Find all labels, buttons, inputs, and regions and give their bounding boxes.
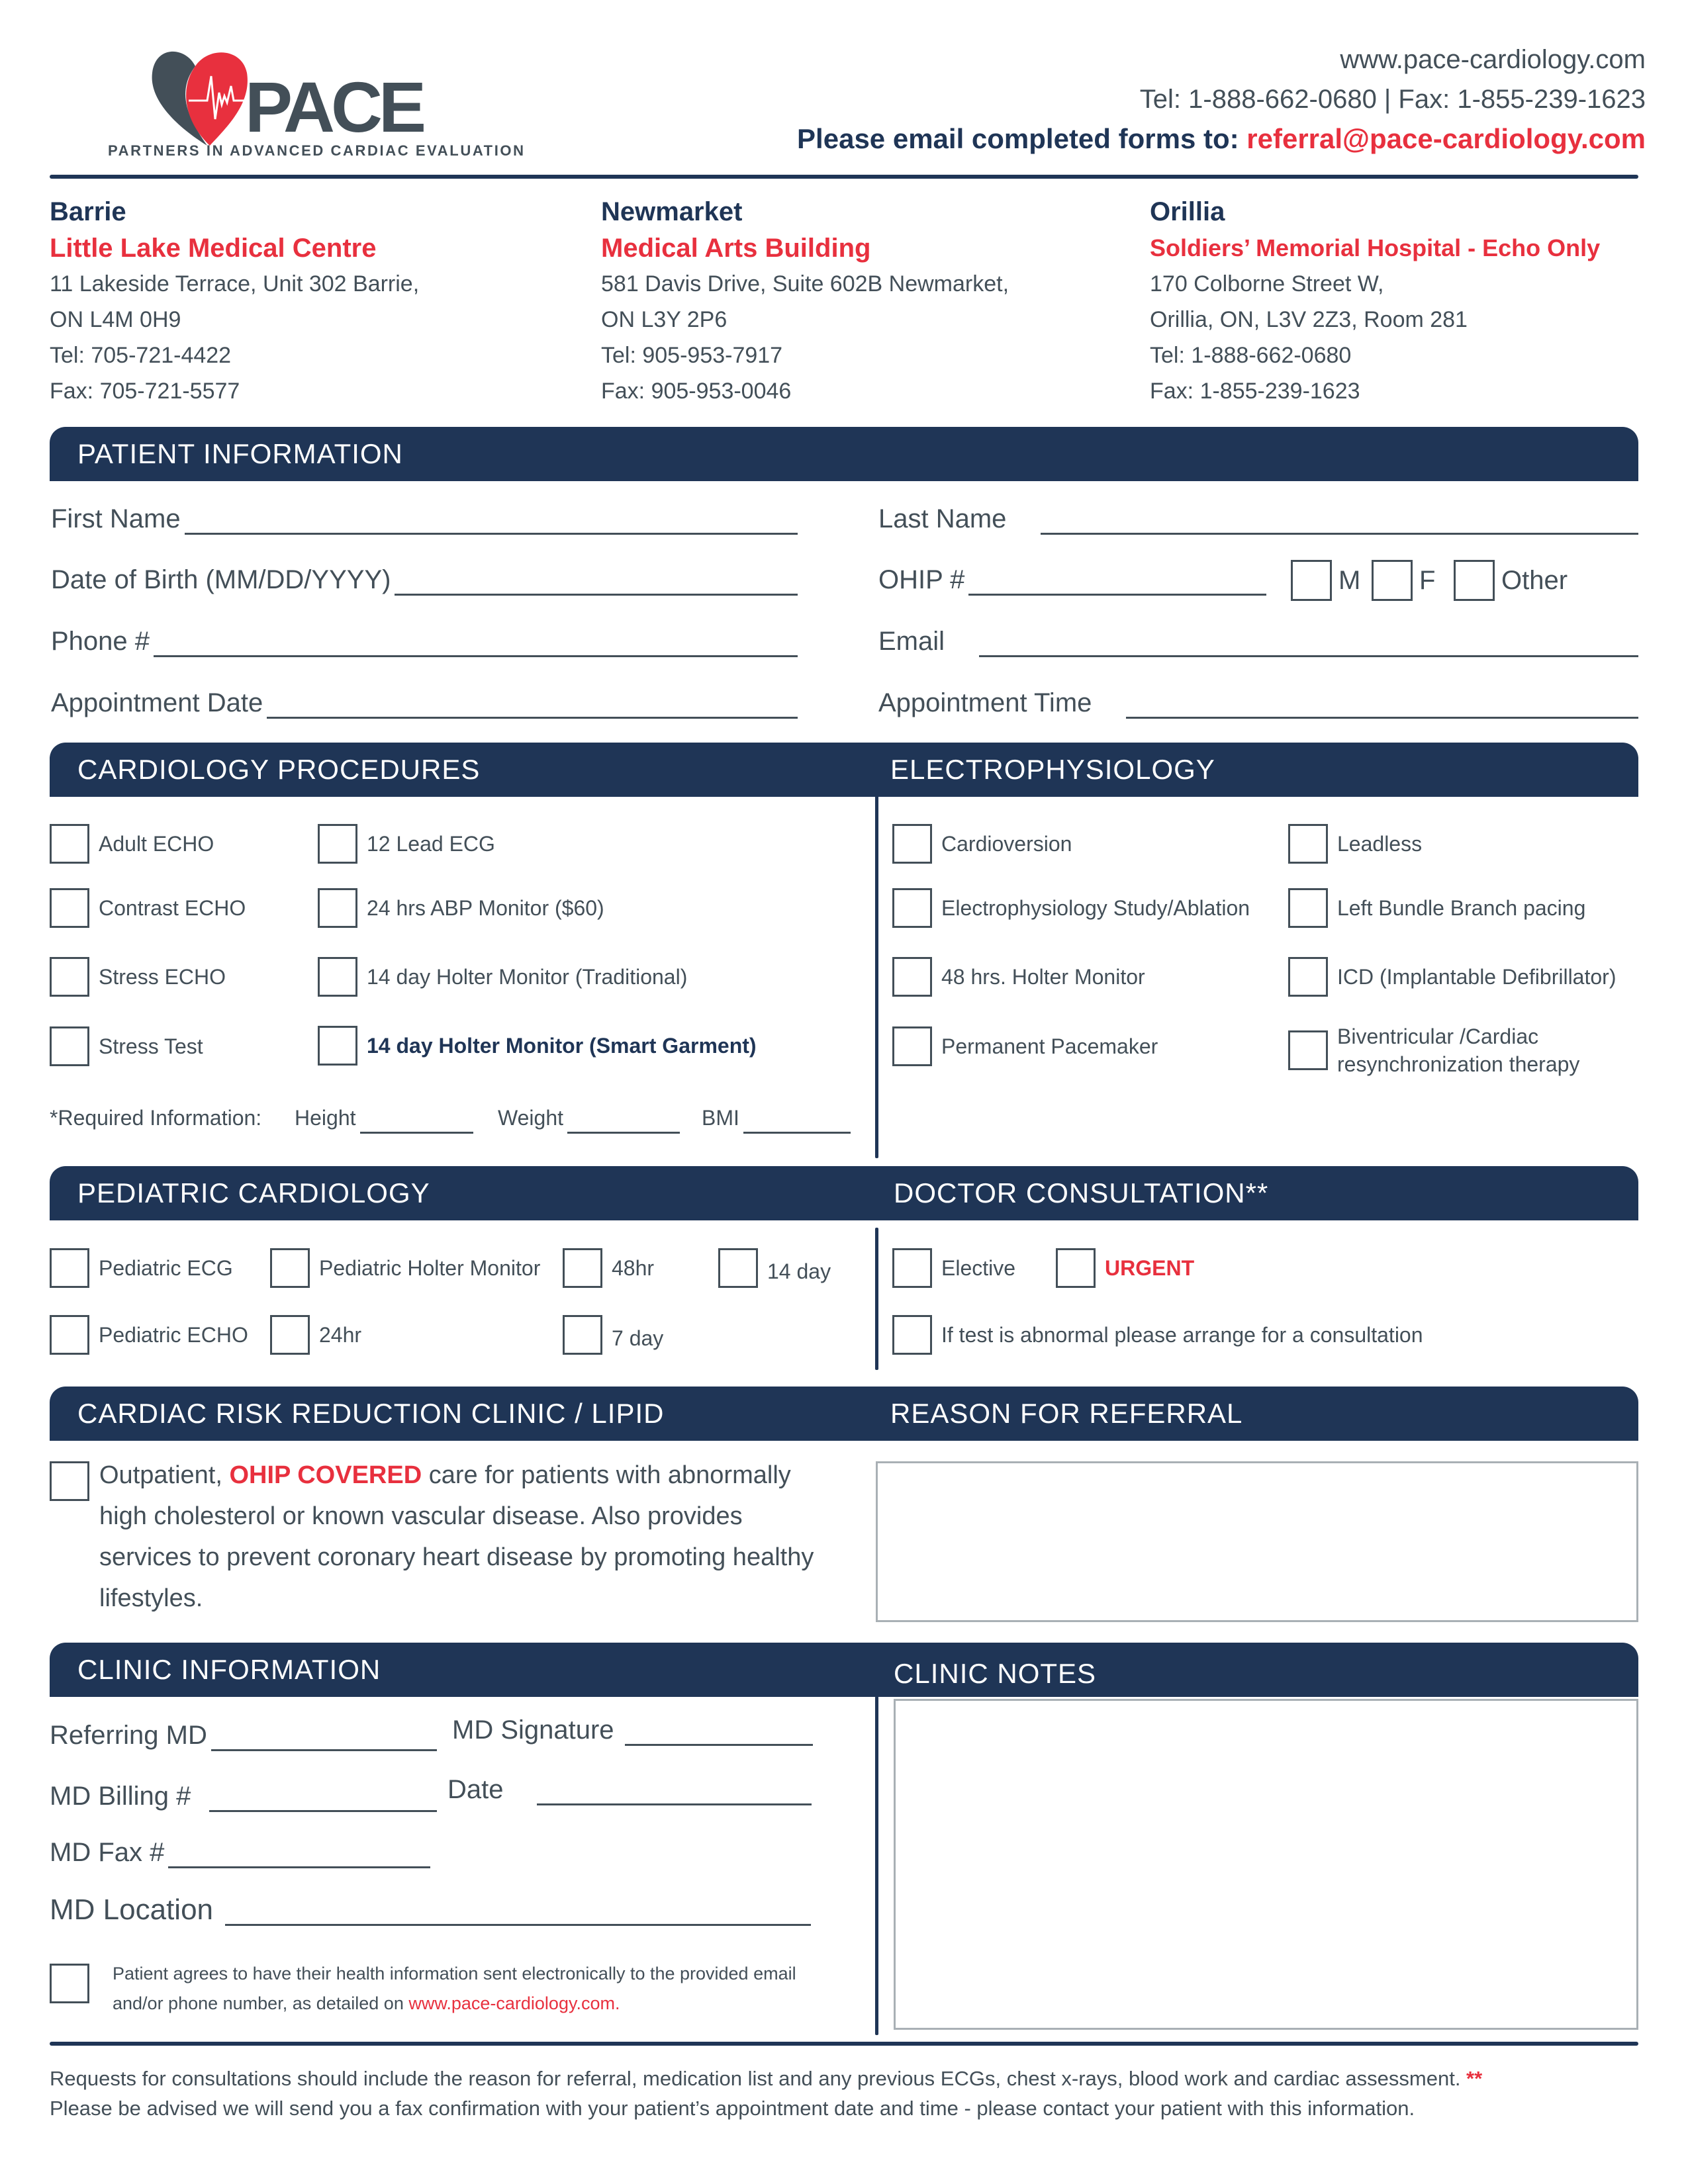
checkbox-box[interactable] <box>892 824 932 864</box>
date-field[interactable] <box>447 1774 812 1805</box>
checkbox-label-line1: Biventricular /Cardiac <box>1337 1024 1539 1048</box>
section-cardiology-procedures: CARDIOLOGY PROCEDURES <box>50 743 874 797</box>
dob-label: Date of Birth (MM/DD/YYYY) <box>51 565 391 594</box>
footer-line-1 <box>50 2067 1482 2091</box>
checkbox-box[interactable] <box>718 1248 758 1288</box>
sex-option-m[interactable] <box>1291 560 1360 601</box>
checkbox-label: 14 day Holter Monitor (Traditional) <box>367 964 688 989</box>
md-location-label: MD Location <box>50 1893 214 1926</box>
checkbox-label: Pediatric ECHO <box>99 1322 248 1347</box>
lipid-text-pre: Outpatient, <box>99 1461 230 1489</box>
md-fax-input[interactable] <box>168 1842 430 1868</box>
checkbox-box[interactable] <box>892 1315 932 1355</box>
weight-input[interactable] <box>567 1114 680 1134</box>
checkbox-label: 48hr <box>612 1255 655 1280</box>
location-city: Barrie <box>50 197 126 226</box>
checkbox-label: If test is abnormal please arrange for a consultation <box>941 1322 1423 1347</box>
checkbox-box[interactable] <box>318 824 357 864</box>
checkbox-label: Stress ECHO <box>99 964 226 989</box>
checkbox-box[interactable] <box>270 1248 310 1288</box>
checkbox-box[interactable] <box>1288 888 1328 928</box>
checkbox-stress-echo[interactable] <box>50 957 226 997</box>
date-label: Date <box>447 1775 504 1804</box>
checkbox-12-lead-ecg[interactable] <box>318 824 495 864</box>
location-address: 581 Davis Drive, Suite 602B Newmarket, <box>601 271 1009 296</box>
bmi-field[interactable] <box>702 1102 851 1134</box>
checkbox-box[interactable] <box>1288 1030 1328 1070</box>
md-signature-field[interactable] <box>452 1714 813 1746</box>
phone-field[interactable] <box>51 625 798 657</box>
sex-f-label: F <box>1419 565 1436 595</box>
column-divider <box>875 1228 878 1370</box>
checkbox-elective[interactable] <box>892 1248 1015 1288</box>
header-website[interactable]: www.pace-cardiology.com <box>1340 45 1646 74</box>
checkbox-box[interactable] <box>892 957 932 997</box>
checkbox-adult-echo[interactable] <box>50 824 214 864</box>
md-signature-input[interactable] <box>625 1719 813 1746</box>
reason-for-referral-textarea[interactable] <box>876 1461 1638 1622</box>
checkbox-label: Electrophysiology Study/Ablation <box>941 895 1250 920</box>
header-phone-fax: Tel: 1-888-662-0680 | Fax: 1-855-239-1623 <box>1139 85 1646 114</box>
location-site: Medical Arts Building <box>601 234 871 263</box>
ohip-input[interactable] <box>968 569 1266 596</box>
last-name-label: Last Name <box>878 504 1007 533</box>
checkbox-label <box>1337 1023 1579 1078</box>
sex-other-label: Other <box>1501 565 1568 595</box>
appointment-date-label: Appointment Date <box>51 688 263 717</box>
logo-wordmark: PACE <box>245 67 423 147</box>
referring-md-input[interactable] <box>211 1725 437 1751</box>
checkbox-box[interactable] <box>892 1248 932 1288</box>
checkbox-14day-holter-traditional[interactable] <box>318 957 687 997</box>
checkbox-14day-holter-smart-garment[interactable] <box>318 1026 757 1066</box>
checkbox-label: Left Bundle Branch pacing <box>1337 895 1586 920</box>
checkbox-abnormal-consult[interactable] <box>892 1315 1423 1355</box>
checkbox-label: 14 day Holter Monitor (Smart Garment) <box>367 1033 757 1058</box>
phone-label: Phone # <box>51 627 150 656</box>
email-prompt: Please email completed forms to: <box>797 123 1247 154</box>
bmi-label: BMI <box>702 1106 739 1130</box>
location-barrie <box>50 193 566 409</box>
checkbox-cardioversion[interactable] <box>892 824 1072 864</box>
column-divider <box>875 1696 878 2035</box>
location-tel: Tel: 1-888-662-0680 <box>1150 343 1352 368</box>
md-billing-label: MD Billing # <box>50 1782 191 1811</box>
footer-asterisk-mark: ** <box>1466 2067 1483 2090</box>
section-clinic-notes: CLINIC NOTES <box>874 1643 1638 1697</box>
checkbox-box[interactable] <box>1056 1248 1096 1288</box>
location-address: 170 Colborne Street W, <box>1150 271 1384 296</box>
bmi-input[interactable] <box>743 1114 851 1134</box>
checkbox-stress-test[interactable] <box>50 1026 203 1066</box>
md-billing-field[interactable] <box>50 1780 437 1812</box>
checkbox-box[interactable] <box>50 1315 89 1355</box>
dob-field[interactable] <box>51 564 798 596</box>
location-city: Orillia <box>1150 197 1225 226</box>
location-address: 11 Lakeside Terrace, Unit 302 Barrie, <box>50 271 420 296</box>
checkbox-icd[interactable] <box>1288 957 1616 997</box>
location-fax: Fax: 1-855-239-1623 <box>1150 379 1360 404</box>
checkbox-box[interactable] <box>1288 957 1328 997</box>
section-cardiac-risk-reduction: CARDIAC RISK REDUCTION CLINIC / LIPID <box>50 1387 874 1441</box>
checkbox-label: ICD (Implantable Defibrillator) <box>1337 964 1617 989</box>
checkbox-7-day[interactable] <box>563 1315 663 1355</box>
checkbox-box[interactable] <box>318 1026 357 1066</box>
footer-line-1-text: Requests for consultations should include the reason for referral, medication list and any previous ECGs, chest x-rays, blood work and cardiac assessment. <box>50 2067 1467 2090</box>
sex-m-label: M <box>1338 565 1361 595</box>
checkbox-label: Stress Test <box>99 1034 203 1058</box>
email-field[interactable] <box>878 625 1638 657</box>
appointment-date-field[interactable] <box>51 687 798 719</box>
consent-text-body: Patient agrees to have their health information sent electronically to the provided email and/or phone number, as detailed on <box>113 1964 796 2013</box>
height-field[interactable] <box>295 1102 473 1134</box>
footer-divider <box>50 2042 1638 2046</box>
checkbox-box[interactable] <box>50 1248 89 1288</box>
location-fax: Fax: 905-953-0046 <box>601 379 792 404</box>
md-fax-field[interactable] <box>50 1837 430 1868</box>
appointment-time-input[interactable] <box>1126 692 1638 719</box>
appointment-time-field[interactable] <box>878 687 1638 719</box>
clinic-notes-textarea[interactable] <box>894 1699 1638 2030</box>
checkbox-48hr-holter[interactable] <box>892 957 1145 997</box>
checkbox-label-line2: resynchronization therapy <box>1337 1052 1580 1076</box>
ohip-field[interactable] <box>878 564 1266 596</box>
checkbox-lipid-clinic[interactable] <box>50 1461 89 1501</box>
section-patient-information: PATIENT INFORMATION <box>50 427 1638 481</box>
logo-tagline: PARTNERS IN ADVANCED CARDIAC EVALUATION <box>108 142 526 159</box>
height-label: Height <box>295 1106 356 1130</box>
sex-m-checkbox[interactable] <box>1291 560 1332 601</box>
checkbox-box[interactable] <box>318 957 357 997</box>
checkbox-label: Leadless <box>1337 831 1423 856</box>
location-tel: Tel: 905-953-7917 <box>601 343 783 368</box>
checkbox-label: Permanent Pacemaker <box>941 1034 1158 1058</box>
location-newmarket <box>601 193 1117 409</box>
referring-md-field[interactable] <box>50 1719 437 1751</box>
section-reason-for-referral: REASON FOR REFERRAL <box>874 1387 1638 1441</box>
lipid-description <box>99 1455 834 1619</box>
checkbox-label: URGENT <box>1105 1255 1195 1280</box>
checkbox-box[interactable] <box>892 888 932 928</box>
checkbox-biventricular-crt[interactable] <box>1288 1023 1579 1078</box>
checkbox-24hr-abp-monitor[interactable] <box>318 888 604 928</box>
md-signature-label: MD Signature <box>452 1715 614 1745</box>
location-fax: Fax: 705-721-5577 <box>50 379 240 404</box>
location-site: Little Lake Medical Centre <box>50 234 377 263</box>
last-name-field[interactable] <box>878 503 1638 535</box>
ohip-covered-highlight: OHIP COVERED <box>229 1461 422 1489</box>
section-pediatric-cardiology: PEDIATRIC CARDIOLOGY <box>50 1166 874 1220</box>
checkbox-box[interactable] <box>50 824 89 864</box>
checkbox-label: 24 hrs ABP Monitor ($60) <box>367 895 604 920</box>
checkbox-label: Cardioversion <box>941 831 1072 856</box>
date-input[interactable] <box>537 1779 812 1805</box>
md-location-field[interactable] <box>50 1894 811 1926</box>
referring-md-label: Referring MD <box>50 1721 207 1750</box>
checkbox-label: 24hr <box>319 1322 362 1347</box>
checkbox-box[interactable] <box>50 888 89 928</box>
checkbox-24hr[interactable] <box>270 1315 361 1355</box>
required-info-label: *Required Information: <box>50 1106 262 1130</box>
email-input[interactable] <box>979 631 1638 657</box>
consent-website-link[interactable]: www.pace-cardiology.com. <box>408 1993 620 2013</box>
location-city: Newmarket <box>601 197 743 226</box>
md-location-input[interactable] <box>225 1899 811 1926</box>
checkbox-14-day[interactable] <box>718 1248 831 1288</box>
section-clinic-information: CLINIC INFORMATION <box>50 1643 874 1697</box>
column-divider <box>875 794 878 1158</box>
first-name-label: First Name <box>51 504 181 533</box>
referral-email-link[interactable]: referral@pace-cardiology.com <box>1246 123 1646 154</box>
height-input[interactable] <box>360 1114 474 1134</box>
checkbox-box[interactable] <box>50 1026 89 1066</box>
checkbox-pediatric-echo[interactable] <box>50 1315 248 1355</box>
checkbox-box[interactable] <box>270 1315 310 1355</box>
location-site: Soldiers’ Memorial Hospital - Echo Only <box>1150 234 1601 261</box>
checkbox-left-bundle-branch-pacing[interactable] <box>1288 888 1585 928</box>
checkbox-leadless[interactable] <box>1288 824 1422 864</box>
checkbox-pediatric-holter[interactable] <box>270 1248 540 1288</box>
checkbox-urgent[interactable] <box>1056 1248 1194 1288</box>
checkbox-ep-study-ablation[interactable] <box>892 888 1250 928</box>
consent-text <box>113 1959 827 2019</box>
section-doctor-consultation: DOCTOR CONSULTATION** <box>874 1166 1638 1220</box>
sex-option-f[interactable] <box>1372 560 1435 601</box>
checkbox-box[interactable] <box>563 1315 602 1355</box>
md-billing-input[interactable] <box>209 1786 437 1812</box>
section-electrophysiology: ELECTROPHYSIOLOGY <box>874 743 1638 797</box>
sex-option-other[interactable] <box>1454 560 1568 601</box>
checkbox-box[interactable] <box>563 1248 602 1288</box>
checkbox-contrast-echo[interactable] <box>50 888 246 928</box>
header-divider <box>50 175 1638 179</box>
checkbox-label: Elective <box>941 1255 1016 1280</box>
checkbox-permanent-pacemaker[interactable] <box>892 1026 1158 1066</box>
ohip-label: OHIP # <box>878 565 965 594</box>
weight-field[interactable] <box>498 1102 680 1134</box>
checkbox-label: Adult ECHO <box>99 831 214 856</box>
weight-label: Weight <box>498 1106 564 1130</box>
checkbox-box[interactable] <box>50 957 89 997</box>
location-postal: Orillia, ON, L3V 2Z3, Room 281 <box>1150 307 1468 332</box>
location-postal: ON L3Y 2P6 <box>601 307 727 332</box>
phone-input[interactable] <box>154 631 798 657</box>
sex-other-checkbox[interactable] <box>1454 560 1495 601</box>
last-name-input[interactable] <box>1041 508 1638 535</box>
location-orillia <box>1150 193 1666 409</box>
md-fax-label: MD Fax # <box>50 1838 165 1867</box>
footer-line-2: Please be advised we will send you a fax confirmation with your patient’s appointment date and time - please contact your patient with this information. <box>50 2097 1415 2120</box>
appointment-time-label: Appointment Time <box>878 688 1092 717</box>
checkbox-label: 12 Lead ECG <box>367 831 495 856</box>
checkbox-label: Pediatric ECG <box>99 1255 233 1280</box>
location-postal: ON L4M 0H9 <box>50 307 181 332</box>
checkbox-label: 14 day <box>767 1259 831 1283</box>
first-name-field[interactable] <box>51 503 798 535</box>
checkbox-patient-consent[interactable] <box>50 1964 89 2003</box>
sex-f-checkbox[interactable] <box>1372 560 1413 601</box>
checkbox-label: 7 day <box>612 1326 664 1350</box>
checkbox-48hr[interactable] <box>563 1248 654 1288</box>
checkbox-box[interactable] <box>318 888 357 928</box>
pace-logo <box>106 46 526 165</box>
lipid-text-post: care for patients with abnormally high cholesterol or known vascular disease. Also provides services to prevent coronary heart disease by promoting healthy lifestyles. <box>99 1461 814 1612</box>
header-email-line <box>797 123 1646 155</box>
dob-input[interactable] <box>395 569 798 596</box>
checkbox-label: 48 hrs. Holter Monitor <box>941 964 1145 989</box>
checkbox-label: Contrast ECHO <box>99 895 246 920</box>
checkbox-label: Pediatric Holter Monitor <box>319 1255 541 1280</box>
appointment-date-input[interactable] <box>267 692 798 719</box>
location-tel: Tel: 705-721-4422 <box>50 343 232 368</box>
first-name-input[interactable] <box>185 508 798 535</box>
checkbox-box[interactable] <box>892 1026 932 1066</box>
required-info-row <box>50 1102 261 1134</box>
checkbox-pediatric-ecg[interactable] <box>50 1248 233 1288</box>
email-label: Email <box>878 627 945 656</box>
checkbox-box[interactable] <box>1288 824 1328 864</box>
